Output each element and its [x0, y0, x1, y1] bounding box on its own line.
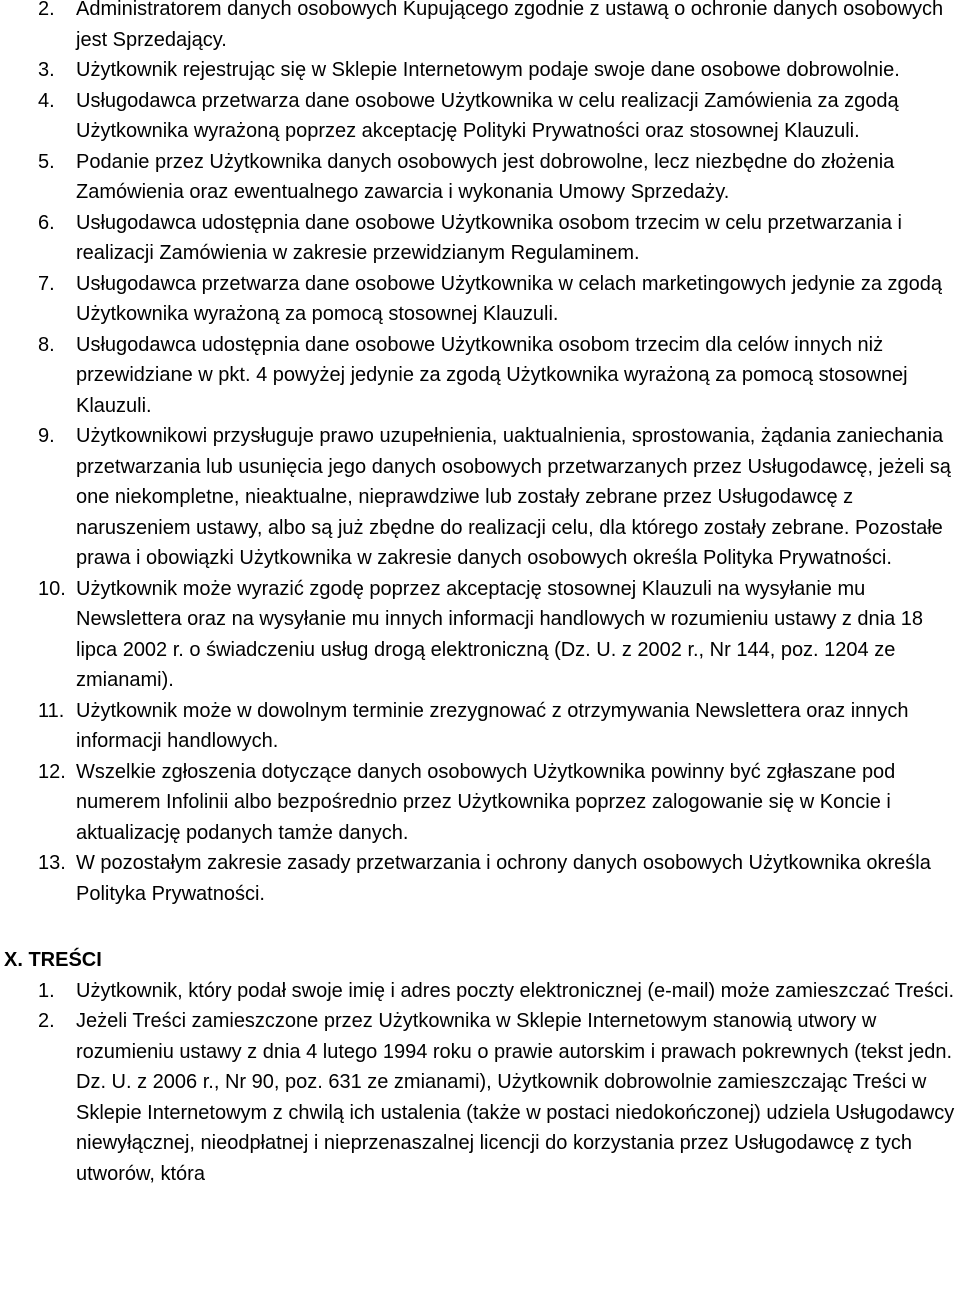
item-number: 4.	[38, 89, 55, 112]
list-item	[0, 269, 960, 330]
list-item	[0, 86, 960, 147]
item-text: Usługodawca udostępnia dane osobowe Użytkownika osobom trzecim dla celów innych niż przewidziane w pkt. 4 powyżej jedynie za zgodą Użytkownika wyrażoną za pomocą stosownej Klauzuli.	[76, 333, 908, 417]
item-number: 8.	[38, 333, 55, 356]
list-item	[0, 757, 960, 849]
item-text: Jeżeli Treści zamieszczone przez Użytkownika w Sklepie Internetowym stanowią utwory w rozumieniu ustawy z dnia 4 lutego 1994 roku o prawie autorskim i prawach pokrewnych (tekst jedn. Dz. U. z 2006 r., Nr 90, poz. 631 ze zmianami), Użytkownik dobrowolnie zamieszczając Treści w Sklepie Internetowym z chwilą ich ustalenia (także w postaci niedokończonej) udziela Usługodawcy niewyłącznej, nieodpłatnej i nieprzenaszalnej licencji do korzystania przez Usługodawcę z tych utworów, która	[76, 1010, 955, 1185]
section-heading: X. TREŚCI	[4, 949, 102, 971]
list-item	[0, 696, 960, 757]
item-number: 6.	[38, 211, 55, 234]
item-text: Usługodawca przetwarza dane osobowe Użytkownika w celu realizacji Zamówienia za zgodą Użytkownika wyrażoną poprzez akceptację Polityki Prywatności oraz stosownej Klauzuli.	[76, 89, 899, 142]
list-item	[0, 55, 960, 86]
item-number: 2.	[38, 1010, 55, 1032]
item-text: W pozostałym zakresie zasady przetwarzania i ochrony danych osobowych Użytkownika określa Polityka Prywatności.	[76, 852, 931, 905]
item-number: 3.	[38, 59, 55, 81]
item-text: Użytkownik może w dowolnym terminie zrezygnować z otrzymywania Newslettera oraz innych informacji handlowych.	[76, 699, 909, 752]
item-text: Użytkownik może wyrazić zgodę poprzez akceptację stosownej Klauzuli na wysyłanie mu Newslettera oraz na wysyłanie mu innych informacji handlowych w rozumieniu ustawy z dnia 18 lipca 2002 r. o świadczeniu usług drogą elektroniczną (Dz. U. z 2002 r., Nr 144, poz. 1204 ze zmianami).	[76, 577, 924, 691]
item-number: 11.	[38, 699, 65, 722]
item-number: 13.	[38, 852, 66, 874]
item-text: Podanie przez Użytkownika danych osobowych jest dobrowolne, lecz niezbędne do złożenia Zamówienia oraz ewentualnego zawarcia i wykonania Umowy Sprzedaży.	[76, 150, 895, 203]
list-item	[0, 330, 960, 422]
item-text: Administratorem danych osobowych Kupującego zgodnie z ustawą o ochronie danych osobowych jest Sprzedający.	[76, 0, 944, 51]
list-item	[0, 421, 960, 574]
item-text: Usługodawca przetwarza dane osobowe Użytkownika w celach marketingowych jedynie za zgodą Użytkownika wyrażoną za pomocą stosownej Klauzuli.	[76, 272, 943, 325]
item-number: 1.	[38, 979, 55, 1002]
item-text: Usługodawca udostępnia dane osobowe Użytkownika osobom trzecim w celu przetwarzania i realizacji Zamówienia w zakresie przewidzianym Regulaminem.	[76, 211, 902, 264]
item-number: 7.	[38, 272, 55, 295]
list-item	[0, 1006, 960, 1189]
list-item	[0, 0, 960, 55]
item-text: Wszelkie zgłoszenia dotyczące danych osobowych Użytkownika powinny być zgłaszane pod numerem Infolinii albo bezpośrednio przez Użytkownika poprzez zalogowanie się w Koncie i aktualizację podanych tamże danych.	[76, 760, 896, 844]
list-item	[0, 208, 960, 269]
item-number: 10.	[38, 577, 66, 600]
item-number: 2.	[38, 0, 55, 20]
list-item	[0, 574, 960, 696]
item-number: 5.	[38, 150, 55, 173]
content-section-list	[0, 976, 960, 1190]
item-text: Użytkownikowi przysługuje prawo uzupełnienia, uaktualnienia, sprostowania, żądania zaniechania przetwarzania lub usunięcia jego danych osobowych przetwarzanych przez Usługodawcę, jeżeli są one niekompletne, nieaktualne, nieprawdziwe lub zostały zebrane przez Usługodawcę z naruszeniem ustawy, albo są już zbędne do realizacji celu, dla którego zostały zebrane. Pozostałe prawa i obowiązki Użytkownika w zakresie danych osobowych określa Polityka Prywatności.	[76, 425, 951, 569]
item-text: Użytkownik rejestrując się w Sklepie Internetowym podaje swoje dane osobowe dobrowolnie.	[76, 59, 900, 81]
item-number: 9.	[38, 425, 55, 447]
list-item	[0, 147, 960, 208]
list-item	[0, 976, 960, 1007]
list-item	[0, 848, 960, 909]
item-text: Użytkownik, który podał swoje imię i adres poczty elektronicznej (e-mail) może zamieszczać Treści.	[76, 979, 955, 1002]
item-number: 12.	[38, 760, 66, 783]
